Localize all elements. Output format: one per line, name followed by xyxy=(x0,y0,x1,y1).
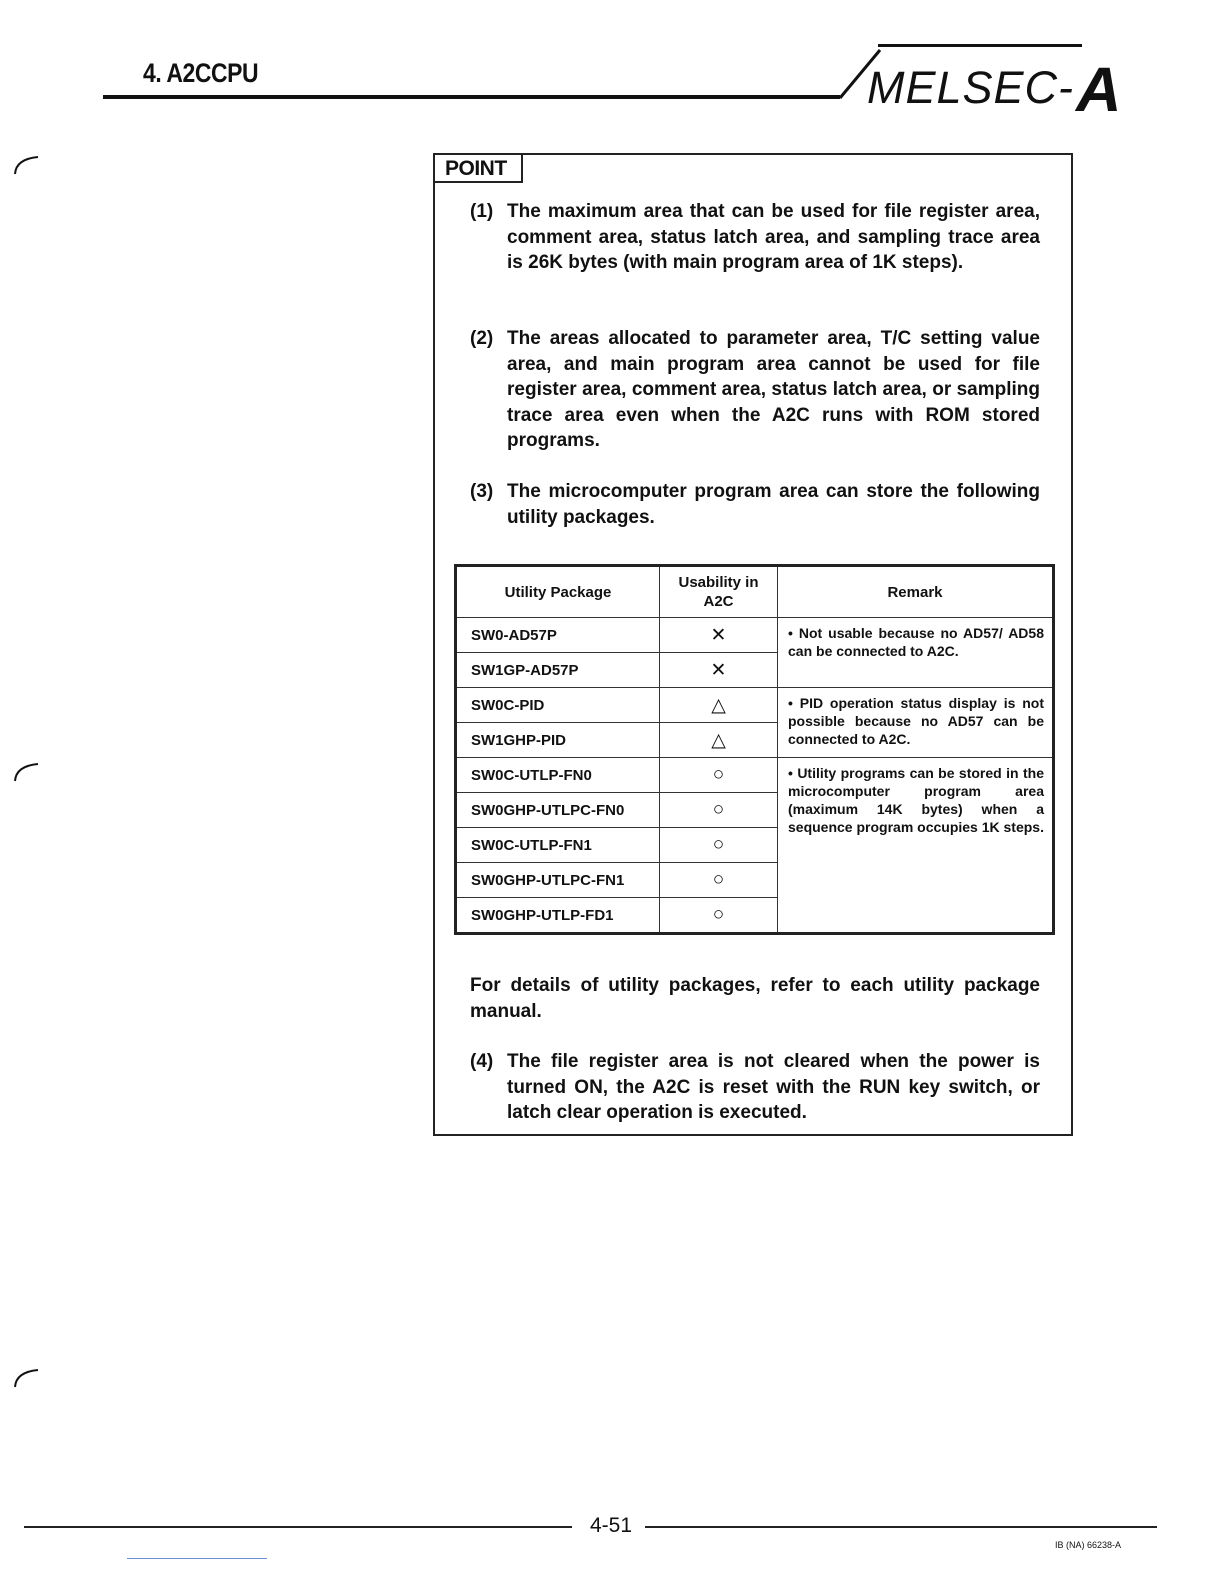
binding-mark-icon xyxy=(14,762,40,782)
remark-cell: • PID operation status display is not possible because no AD57 can be connected to A2C. xyxy=(778,688,1054,758)
item-text: The maximum area that can be used for file register area, comment area, status latch area, and sampling trace area is 26K bytes (with main program area of 1K steps). xyxy=(507,201,1040,273)
item-text: The areas allocated to parameter area, T/C setting value area, and main program area cannot be used for file register area, comment area, status latch area, or sampling trace area even when the A2C runs with ROM stored programs. xyxy=(507,328,1040,451)
point-item-1 xyxy=(470,199,1040,276)
table-row xyxy=(456,618,1054,653)
package-cell: SW1GHP-PID xyxy=(456,723,660,758)
usability-cell: ○ xyxy=(660,863,778,898)
usability-cell: ○ xyxy=(660,828,778,863)
document-code: IB (NA) 66238-A xyxy=(1055,1540,1122,1550)
item-text: The file register area is not cleared when the power is turned ON, the A2C is reset with the RUN key switch, or latch clear operation is executed. xyxy=(507,1051,1040,1123)
point-item-2 xyxy=(470,326,1040,454)
item-number: (3) xyxy=(470,481,494,502)
brand-name: MELSEC- xyxy=(867,62,1075,113)
package-cell: SW0C-PID xyxy=(456,688,660,723)
utility-note: For details of utility packages, refer to each utility package manual. xyxy=(470,975,1040,1022)
item-number: (4) xyxy=(470,1051,494,1072)
column-header-remark: Remark xyxy=(778,566,1054,618)
binding-mark-icon xyxy=(14,1368,40,1388)
remark-cell: • Utility programs can be stored in the microcomputer program area (maximum 14K bytes) when a sequence program occupies 1K steps. xyxy=(778,758,1054,934)
usability-cell: ○ xyxy=(660,898,778,934)
item-number: (1) xyxy=(470,201,494,222)
usability-cell: ✕ xyxy=(660,653,778,688)
item-text: The microcomputer program area can store the following utility packages. xyxy=(507,481,1040,528)
footer-rule-left xyxy=(24,1526,572,1528)
brand-letter: A xyxy=(1076,55,1123,125)
package-cell: SW0-AD57P xyxy=(456,618,660,653)
usability-cell: ✕ xyxy=(660,618,778,653)
package-cell: SW0GHP-UTLPC-FN1 xyxy=(456,863,660,898)
package-cell: SW1GP-AD57P xyxy=(456,653,660,688)
remark-cell: • Not usable because no AD57/ AD58 can be connected to A2C. xyxy=(778,618,1054,688)
table-row xyxy=(456,758,1054,793)
scan-artifact-line xyxy=(127,1558,267,1559)
package-cell: SW0GHP-UTLP-FD1 xyxy=(456,898,660,934)
point-item-3 xyxy=(470,479,1040,530)
table-row xyxy=(456,688,1054,723)
point-box xyxy=(433,153,1073,1136)
point-item-4 xyxy=(470,1049,1040,1126)
column-header-usability: Usability in A2C xyxy=(660,566,778,618)
package-cell: SW0C-UTLP-FN1 xyxy=(456,828,660,863)
usability-cell: ○ xyxy=(660,758,778,793)
item-number: (2) xyxy=(470,328,494,349)
page-number: 4-51 xyxy=(590,1514,633,1537)
brand-logo xyxy=(867,46,1123,125)
usability-cell: △ xyxy=(660,688,778,723)
table-header-row xyxy=(456,566,1054,618)
footer-rule-right xyxy=(645,1526,1157,1528)
binding-mark-icon xyxy=(14,155,40,175)
package-cell: SW0GHP-UTLPC-FN0 xyxy=(456,793,660,828)
column-header-package: Utility Package xyxy=(456,566,660,618)
point-label: POINT xyxy=(433,153,523,183)
utility-package-table xyxy=(454,564,1055,935)
usability-cell: △ xyxy=(660,723,778,758)
section-title: 4. A2CCPU xyxy=(143,58,259,88)
header-rule xyxy=(103,95,840,99)
package-cell: SW0C-UTLP-FN0 xyxy=(456,758,660,793)
usability-cell: ○ xyxy=(660,793,778,828)
